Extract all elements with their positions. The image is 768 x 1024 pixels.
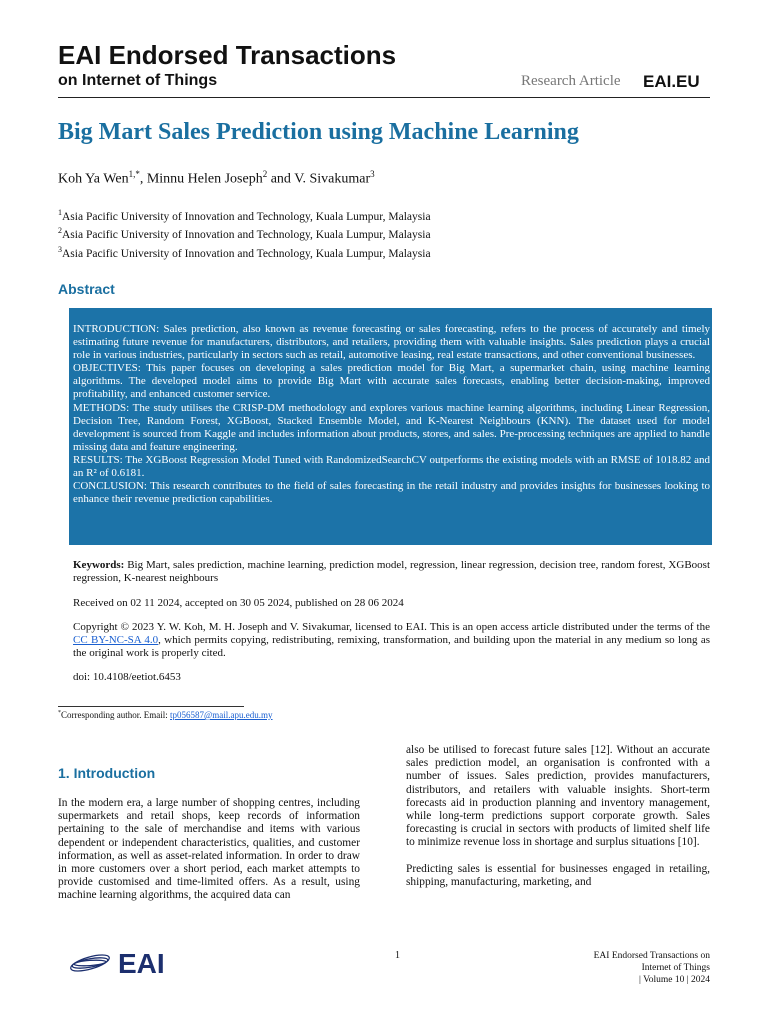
keywords-text: Big Mart, sales prediction, machine learning, prediction model, regression, linear regression, decision tree, random forest, XGBoost regression, K-nearest neighbours	[73, 559, 710, 584]
journal-name: EAI Endorsed Transactions	[58, 40, 397, 70]
affiliation-number: 3	[58, 244, 62, 254]
abstract-heading: Abstract	[58, 281, 115, 297]
eai-logo	[68, 945, 188, 979]
license-link[interactable]: CC BY-NC-SA 4.0	[73, 634, 159, 646]
keywords-label: Keywords:	[73, 559, 125, 571]
left-column	[58, 797, 360, 903]
affiliation-line	[58, 243, 431, 261]
publisher-mark: EAI.EU	[643, 72, 700, 91]
abstract-results: RESULTS: The XGBoost Regression Model Tuned with RandomizedSearchCV outperforms the existing models with an RMSE of 1018.82 and an R² of 0.6181.	[73, 453, 710, 480]
copyright-text-end: , which permits copying, redistributing, remixing, transformation, and building upon the material in any medium so long as the original work is properly cited.	[73, 634, 710, 659]
abstract-objectives: OBJECTIVES: This paper focuses on developing a sales prediction model for Big Mart, a supermarket chain, using machine learning algorithms. The developed model aims to provide Big Mart with accurate sales forecasts, enabling better decision-making, improved profitability, and enhanced customer service.	[73, 362, 710, 401]
footer-journal-line: EAI Endorsed Transactions on	[593, 951, 710, 961]
abstract-box	[69, 308, 712, 545]
paper-title: Big Mart Sales Prediction using Machine Learning	[58, 119, 579, 145]
author-name: V. Sivakumar	[294, 171, 371, 187]
author-list	[58, 169, 375, 188]
footnote-mark: *	[58, 710, 61, 716]
abstract-methods: METHODS: The study utilises the CRISP-DM methodology and explores various machine learning algorithms, including Linear Regression, Decision Tree, Random Forest, XGBoost, Stacked Ensemble Model, and K-Nearest Neighbours (KNN). The dataset used for model development is sourced from Kaggle and includes information about products, stores, and sales. Pre-processing techniques are applied to handle missing data and feature engineering.	[73, 401, 710, 453]
author-name: Koh Ya Wen	[58, 171, 129, 187]
author-separator: ,	[139, 171, 147, 187]
author-name: Minnu Helen Joseph	[146, 171, 263, 187]
page-number: 1	[395, 950, 400, 961]
keywords	[73, 559, 710, 585]
footnote-divider	[58, 706, 244, 707]
affiliation-text: Asia Pacific University of Innovation and Technology, Kuala Lumpur, Malaysia	[62, 229, 431, 242]
affiliation-number: 2	[58, 226, 62, 236]
footer-journal-info	[560, 950, 710, 986]
author-email-link[interactable]: tp056587@mail.apu.edu.my	[169, 710, 273, 720]
abstract-conclusion: CONCLUSION: This research contributes to the field of sales forecasting in the retail industry and provides insights for businesses looking to enhance their revenue prediction capabilities.	[73, 480, 710, 506]
abstract-introduction: INTRODUCTION: Sales prediction, also known as revenue forecasting or sales forecasting, refers to the process of accurately and timely estimating future revenue for manufacturers, distributors, and retailers, providing them with valuable insights. Sales prediction plays a crucial role in various industries, particularly in sectors such as retail, automotive leasing, real estate transactions, and other conventional businesses.	[73, 323, 710, 362]
section-heading: 1. Introduction	[58, 765, 156, 781]
affiliation-number: 1	[58, 208, 62, 217]
header-divider	[58, 97, 710, 98]
logo-swoosh-icon	[69, 952, 111, 975]
affiliation-text: Asia Pacific University of Innovation and Technology, Kuala Lumpur, Malaysia	[62, 210, 431, 223]
body-paragraph: In the modern era, a large number of shopping centres, including supermarkets and retail shops, keep records of information pertaining to the sale of merchandise and items with various dependent or independent characteristics, qualities, and customer information, as well as asset-related information. In order to draw in more customers over a short period, each market attempts to provide customised and time-limited offers. As a result, using machine learning algorithms, the acquired data can	[58, 797, 360, 902]
author-affiliation-mark: 1,*	[128, 169, 140, 179]
affiliation-line	[58, 224, 431, 242]
footer-volume-line: | Volume 10 | 2024	[638, 975, 710, 985]
footnote-text: Corresponding author. Email:	[61, 710, 170, 720]
affiliation-text: Asia Pacific University of Innovation and Technology, Kuala Lumpur, Malaysia	[62, 247, 431, 260]
doi: doi: 10.4108/eetiot.6453	[73, 671, 181, 683]
copyright-text: Copyright © 2023 Y. W. Koh, M. H. Joseph and V. Sivakumar, licensed to EAI. This is an open access article distributed under the terms of the	[73, 621, 710, 633]
affiliation-line	[58, 206, 431, 224]
publication-dates: Received on 02 11 2024, accepted on 30 05 2024, published on 28 06 2024	[73, 597, 404, 609]
author-separator: and	[267, 171, 295, 187]
logo-text: EAI	[118, 948, 165, 979]
author-affiliation-mark: 2	[262, 169, 268, 179]
author-affiliation-mark: 3	[370, 169, 375, 179]
body-paragraph: Predicting sales is essential for businesses engaged in retailing, shipping, manufacturing, marketing, and	[406, 862, 710, 888]
copyright-notice	[73, 621, 710, 660]
journal-subtitle: on Internet of Things	[58, 72, 218, 89]
body-paragraph: also be utilised to forecast future sales [12]. Without an accurate sales prediction model, an organisation is confronted with a number of issues. Sales prediction, provides manufacturers, distributors, and retailers with valuable insights. Short-term forecasts aid in production planning and inventory management, while long-term predictions support corporate growth. Sales forecasting is crucial in sectors with products of limited shelf life to minimize revenue loss in shortage and surplus situations [10].	[406, 744, 710, 849]
corresponding-author-note	[58, 710, 273, 720]
right-column	[406, 744, 710, 889]
affiliation-list	[58, 206, 431, 261]
footer-journal-line: Internet of Things	[641, 963, 710, 973]
article-type: Research Article	[521, 73, 621, 89]
